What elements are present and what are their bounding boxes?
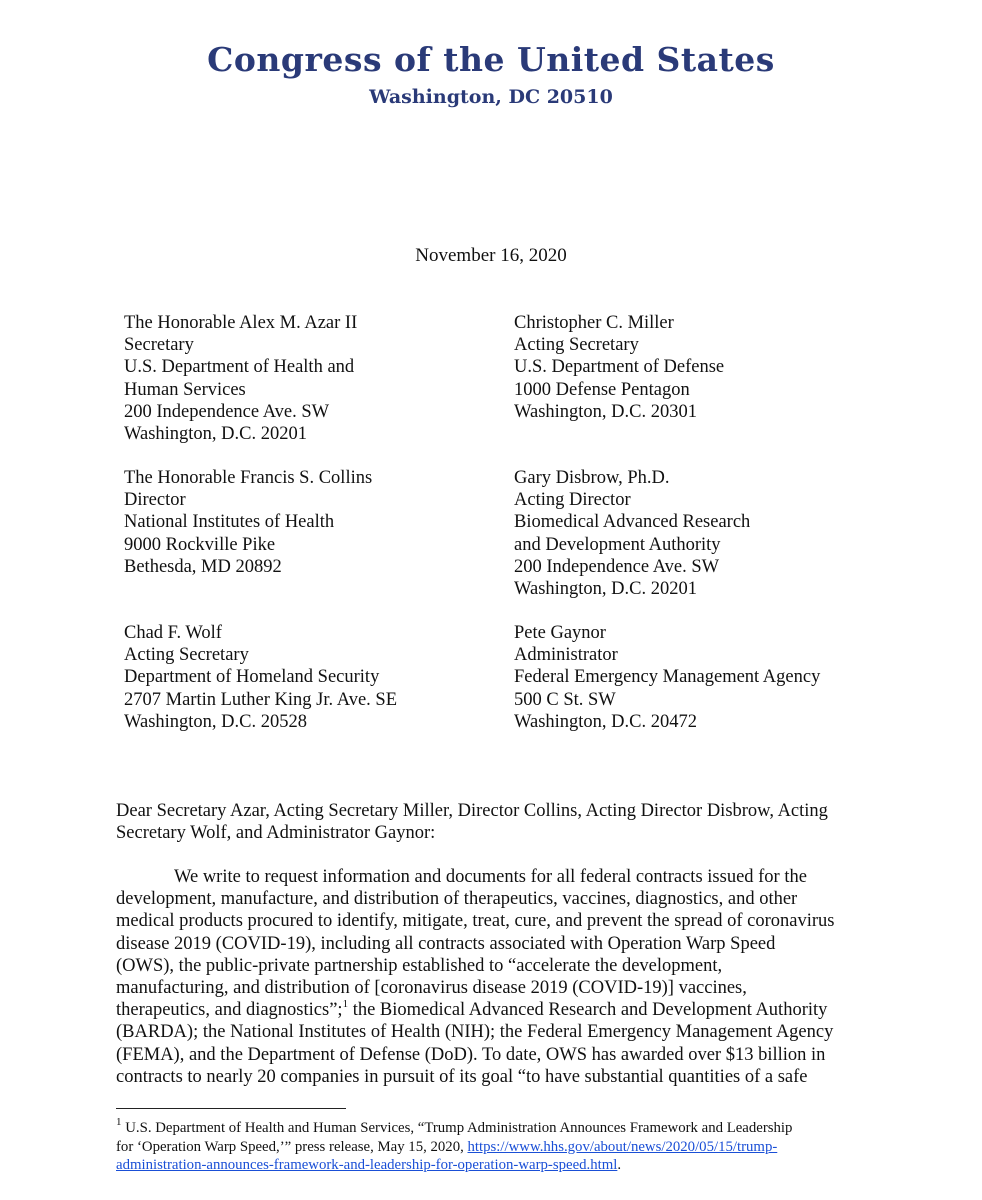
addressee-disbrow xyxy=(514,467,750,600)
footnote-divider xyxy=(116,1108,346,1109)
address-line: National Institutes of Health xyxy=(124,512,335,533)
address-line: Department of Homeland Security xyxy=(124,667,380,688)
footnote-line xyxy=(116,1116,876,1138)
address-line: 2707 Martin Luther King Jr. Ave. SE xyxy=(124,689,398,710)
body-line: (OWS), the public-private partnership established to “accelerate the development, xyxy=(116,955,723,976)
addressee-gaynor xyxy=(514,622,820,733)
salutation: Dear Secretary Azar, Acting Secretary Miller, Director Collins, Acting Director Disbrow, Acting Secretary Wolf, and Administrator Gaynor: xyxy=(116,801,828,844)
body-line: development, manufacture, and distribution of therapeutics, vaccines, diagnostics, and other xyxy=(116,889,798,910)
address-line: The Honorable Alex M. Azar II xyxy=(124,313,358,333)
address-line: Washington, D.C. 20528 xyxy=(124,711,307,732)
address-line: Acting Secretary xyxy=(514,335,639,356)
address-line: 1000 Defense Pentagon xyxy=(514,379,690,400)
address-line: The Honorable Francis S. Collins xyxy=(124,468,373,488)
footnote-link-continued[interactable]: administration-announces-framework-and-leadership-for-operation-warp-speed.html xyxy=(116,1157,618,1173)
address-line: Acting Director xyxy=(514,490,631,511)
body-line: manufacturing, and distribution of [coronavirus disease 2019 (COVID-19)] vaccines, xyxy=(116,977,747,998)
addressee-azar xyxy=(124,312,357,445)
address-line: Secretary xyxy=(124,335,194,356)
address-line: 200 Independence Ave. SW xyxy=(514,556,720,577)
address-line: Director xyxy=(124,490,186,511)
body-line: contracts to nearly 20 companies in pursuit of its goal “to have substantial quantities of a safe xyxy=(116,1066,808,1087)
address-line: 200 Independence Ave. SW xyxy=(124,401,330,422)
footnote-link[interactable]: https://www.hhs.gov/about/news/2020/05/15/trump- xyxy=(467,1138,778,1155)
address-line: Washington, D.C. 20201 xyxy=(514,578,697,599)
footnote xyxy=(116,1116,876,1175)
footnote-reference: 1 xyxy=(342,997,349,1010)
address-line: 500 C St. SW xyxy=(514,689,616,710)
address-line: and Development Authority xyxy=(514,534,721,555)
address-line: Washington, D.C. 20301 xyxy=(514,401,697,422)
address-line: Gary Disbrow, Ph.D. xyxy=(514,468,670,488)
body-text: the Biomedical Advanced Research and Development Authority xyxy=(348,1000,828,1021)
addressee-miller xyxy=(514,312,724,423)
footnote-line xyxy=(116,1138,876,1157)
address-line: Bethesda, MD 20892 xyxy=(124,556,282,577)
address-line: Human Services xyxy=(124,379,246,400)
body-line: disease 2019 (COVID-19), including all contracts associated with Operation Warp Speed xyxy=(116,933,776,954)
address-line: Chad F. Wolf xyxy=(124,623,222,643)
address-line: Administrator xyxy=(514,645,618,666)
footnote-end: . xyxy=(617,1157,622,1173)
footnote-number: 1 xyxy=(116,1116,122,1129)
address-line: Washington, D.C. 20201 xyxy=(124,423,307,444)
address-line: 9000 Rockville Pike xyxy=(124,534,276,555)
address-line: Acting Secretary xyxy=(124,645,249,666)
body-paragraph xyxy=(116,866,876,1088)
footnote-line xyxy=(116,1156,876,1175)
letterhead-title: Congress of the United States xyxy=(207,40,775,79)
body-line: (BARDA); the National Institutes of Health (NIH); the Federal Emergency Management Agency xyxy=(116,1022,834,1043)
footnote-text: U.S. Department of Health and Human Services, “Trump Administration Announces Framework and Leadership xyxy=(121,1120,793,1136)
letterhead-subtitle: Washington, DC 20510 xyxy=(369,86,613,108)
body-text: therapeutics, and diagnostics”; xyxy=(116,1000,343,1021)
letter-date: November 16, 2020 xyxy=(415,245,567,266)
address-line: Federal Emergency Management Agency xyxy=(514,667,821,688)
body-line: (FEMA), and the Department of Defense (DoD). To date, OWS has awarded over $13 billion in xyxy=(116,1044,826,1065)
address-line: U.S. Department of Health and xyxy=(124,357,355,378)
address-line: Biomedical Advanced Research xyxy=(514,512,751,533)
address-line: Christopher C. Miller xyxy=(514,313,674,333)
body-line xyxy=(116,999,876,1021)
footnote-text: for ‘Operation Warp Speed,’” press release, May 15, 2020, xyxy=(116,1138,468,1155)
addressee-collins xyxy=(124,467,372,578)
body-line: We write to request information and documents for all federal contracts issued for the xyxy=(174,867,807,887)
address-line: Pete Gaynor xyxy=(514,623,606,643)
address-line: U.S. Department of Defense xyxy=(514,357,725,378)
address-line: Washington, D.C. 20472 xyxy=(514,711,697,732)
addressee-wolf xyxy=(124,622,397,733)
body-line: medical products procured to identify, mitigate, treat, cure, and prevent the spread of coronavirus xyxy=(116,911,835,932)
